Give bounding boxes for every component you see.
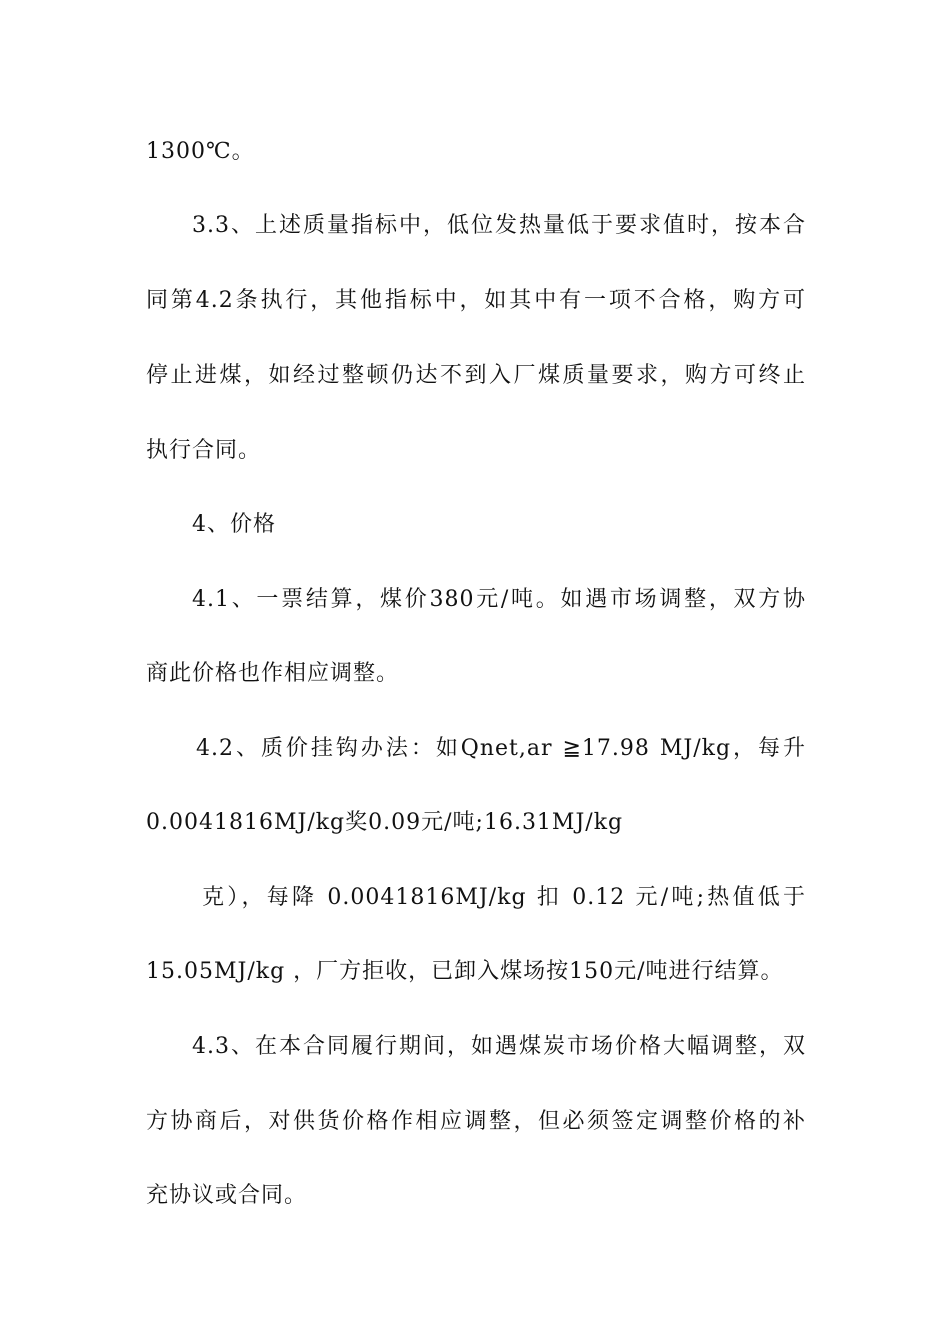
paragraph-line: 方协商后，对供货价格作相应调整，但必须签定调整价格的补 [146, 1109, 806, 1134]
paragraph-line: 同第4.2条执行，其他指标中，如其中有一项不合格，购方可 [146, 288, 806, 313]
paragraph-line: 3.3、上述质量指标中，低位发热量低于要求值时，按本合 [192, 213, 806, 238]
section-heading: 4、价格 [192, 512, 276, 537]
paragraph-line: 0.0041816MJ/kg奖0.09元/吨;16.31MJ/kg [146, 810, 624, 835]
paragraph-line: 4.3、在本合同履行期间，如遇煤炭市场价格大幅调整，双 [192, 1034, 806, 1059]
paragraph-line: 停止进煤，如经过整顿仍达不到入厂煤质量要求，购方可终止 [146, 363, 806, 388]
paragraph-line: 4.2、质价挂钩办法：如Qnet,ar ≧17.98 MJ/kg，每升 [196, 736, 806, 761]
paragraph-line: 1300℃。 [146, 139, 255, 164]
paragraph-line: 执行合同。 [146, 438, 262, 463]
paragraph-line: 商此价格也作相应调整。 [146, 661, 400, 686]
paragraph-line: 15.05MJ/kg ，厂方拒收，已卸入煤场按150元/吨进行结算。 [146, 959, 784, 984]
paragraph-line: 克），每降 0.0041816MJ/kg 扣 0.12 元/吨;热值低于 [202, 885, 806, 910]
paragraph-line: 4.1、一票结算，煤价380元/吨。如遇市场调整，双方协 [192, 587, 806, 612]
paragraph-line: 充协议或合同。 [146, 1183, 308, 1208]
